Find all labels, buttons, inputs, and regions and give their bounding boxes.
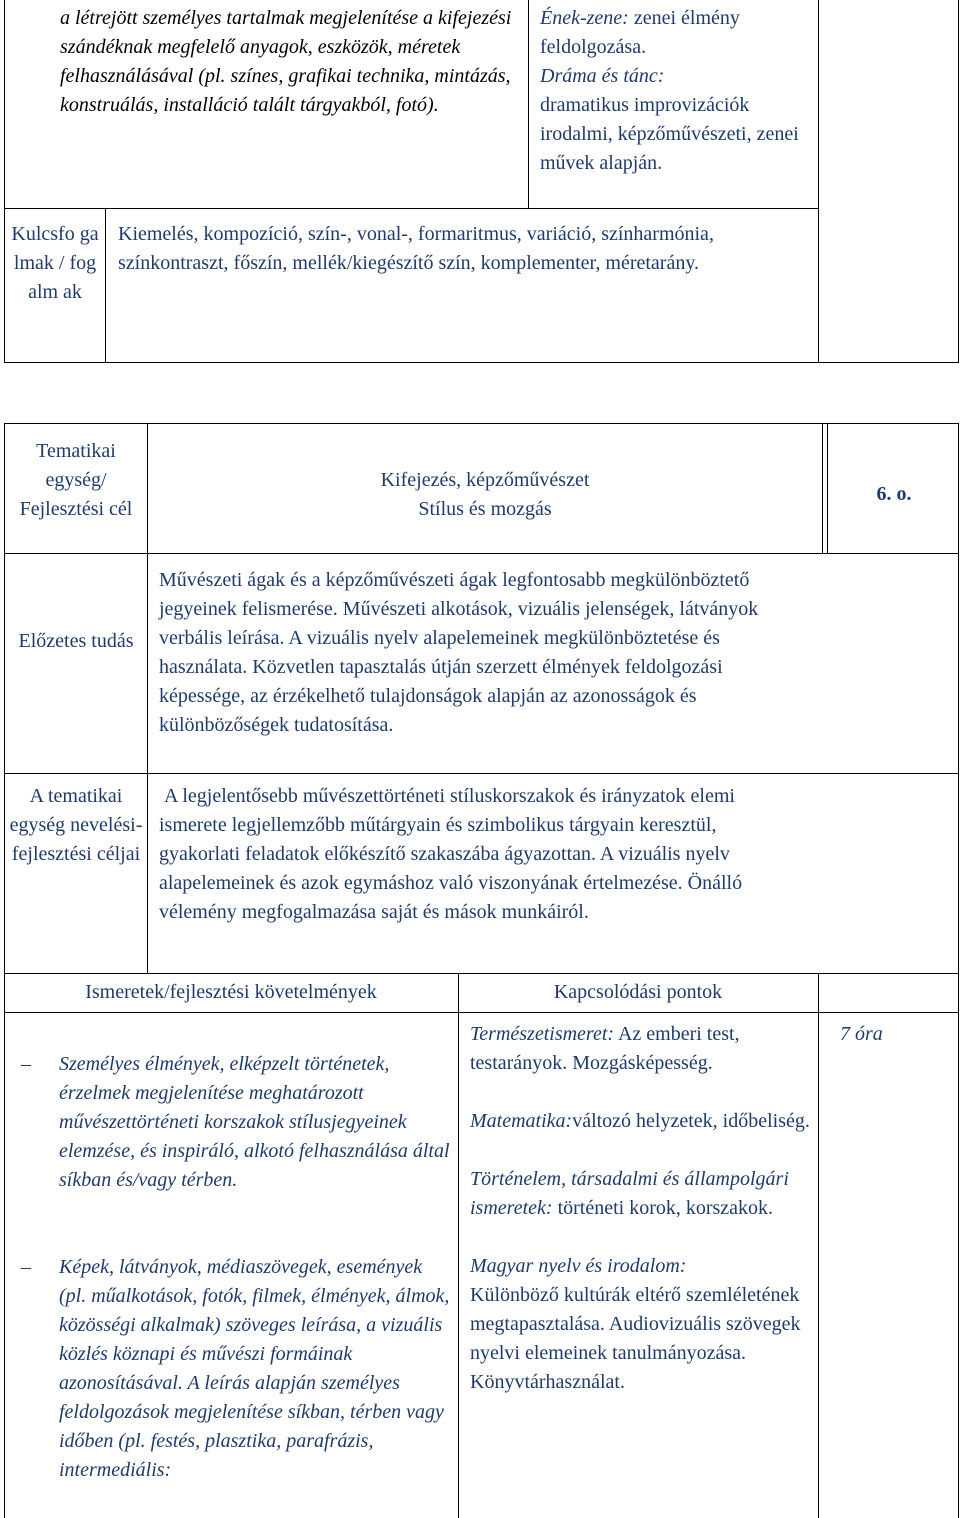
goals-label: A tematikai egység nevelési-fejlesztési céljai: [9, 785, 143, 865]
table-border: [4, 773, 959, 774]
hungarian-text: Különböző kultúrák eltérő szemléletének megtapasztalása. Audiovizuális szövegek nyelvi elemeinek tanulmányozása. Könyvtárhasználat.: [470, 1284, 801, 1393]
requirement-text-2: Képek, látványok, médiaszövegek, események (pl. műalkotások, fotók, filmek, élmények, álmok, közösségi alkalmak) szöveges leírása, a vizuális közlés köznapi és művészi formáinak azonosításával. A leírás alapján személyes feldolgozások megjelenítése síkban, térben vagy időben (pl. festés, plasztika, parafrázis, intermediális:: [59, 1256, 450, 1481]
requirement-text-1: Személyes élmények, elképzelt történetek, érzelmek megjelenítése meghatározott művészettörténeti korszakok stílusjegyeinek elemzése, és inspiráló, alkotó felhasználása által síkban és/vagy térben.: [59, 1053, 450, 1191]
drama-label: Dráma és tánc:: [540, 65, 665, 87]
music-label: Ének-zene:: [540, 7, 629, 29]
table-border: [147, 423, 148, 974]
music-text: zenei élmény feldolgozása.: [540, 7, 740, 58]
dash-bullet: –: [21, 1256, 31, 1278]
unit-title-line2: Stílus és mozgás: [418, 498, 552, 520]
table-border: [4, 553, 959, 554]
unit-title: [150, 466, 820, 524]
links-header: Kapcsolódási pontok: [553, 981, 723, 1003]
table-border: [827, 423, 828, 554]
table-border: [818, 973, 819, 1518]
table-border: [4, 0, 5, 363]
history-label: Történelem, társadalmi és állampolgári ismeretek:: [470, 1168, 789, 1219]
prior-knowledge-text: Művészeti ágak és a képzőművészeti ágak legfontosabb megkülönböztető jegyeinek felismerése. Művészeti alkotások, vizuális jelenségek, látványok verbális leírása. A vizuális nyelv alapelemeinek megkülönböztetése és használata. Közvetlen tapasztalás útján szerzett élmények feldolgozási képessége, az érzékelhető tulajdonságok alapján az azonosságok és különbözőségek tudatosítása.: [159, 569, 759, 736]
table-border: [4, 208, 819, 209]
table-border: [4, 973, 959, 974]
table-border: [4, 973, 5, 1518]
science-text: Az emberi test, testarányok. Mozgásképesség.: [470, 1023, 740, 1074]
dash-bullet: –: [21, 1053, 31, 1075]
related-arts-cell: [540, 4, 814, 178]
table-border: [958, 973, 959, 1518]
table-border: [958, 423, 959, 974]
table-border: [528, 0, 529, 208]
table-border: [958, 0, 959, 363]
hungarian-label: Magyar nyelv és irodalom:: [470, 1255, 687, 1277]
table-border: [4, 423, 959, 424]
requirement-item-1: [21, 1050, 451, 1195]
table-border: [4, 362, 959, 363]
table-border: [4, 1012, 959, 1013]
table-border: [105, 208, 106, 363]
grade-label: 6. o.: [876, 483, 912, 505]
links-cell: [470, 1020, 812, 1397]
math-text: változó helyzetek, időbeliség.: [572, 1110, 810, 1132]
hours-label: 7 óra: [840, 1023, 883, 1045]
math-label: Matematika:: [470, 1110, 573, 1132]
table-border: [458, 973, 459, 1518]
table-border: [818, 0, 819, 363]
goals-text: A legjelentősebb művészettörténeti stíluskorszakok és irányzatok elemi ismerete legjellemzőbb műtárgyain és szimbolikus tárgyain keresztül, gyakorlati feladatok előkészítő szakaszába ágyazottan. A vizuális nyelv alapelemeinek és azok egymáshoz való viszonyának értelmezése. Önálló vélemény megfogalmazása saját és mások munkáiról.: [159, 785, 743, 923]
science-label: Természetismeret:: [470, 1023, 615, 1045]
expression-text: a létrejött személyes tartalmak megjelenítése a kifejezési szándéknak megfelelő anyagok, eszközök, méretek felhasználásával (pl. színes, grafikai technika, mintázás, konstruálás, installáció talált tárgyakból, fotó).: [60, 7, 512, 116]
prior-knowledge-label: Előzetes tudás: [18, 630, 134, 652]
history-text: történeti korok, korszakok.: [552, 1197, 774, 1219]
unit-title-line1: Kifejezés, képzőművészet: [380, 469, 590, 491]
table-border: [4, 423, 5, 974]
requirements-header: Ismeretek/fejlesztési követelmények: [85, 981, 377, 1003]
requirement-item-2: [21, 1253, 451, 1485]
unit-label: Tematikai egység/ Fejlesztési cél: [19, 440, 133, 520]
key-concepts-text: Kiemelés, kompozíció, szín-, vonal-, formaritmus, variáció, színharmónia, színkontraszt, főszín, mellék/kiegészítő szín, komplementer, méretarány.: [118, 223, 714, 274]
key-concepts-label: Kulcsfo galmak / fogalm ak: [11, 223, 99, 303]
drama-text: dramatikus improvizációk irodalmi, képzőművészeti, zenei művek alapján.: [540, 94, 799, 174]
table-border: [822, 423, 823, 554]
